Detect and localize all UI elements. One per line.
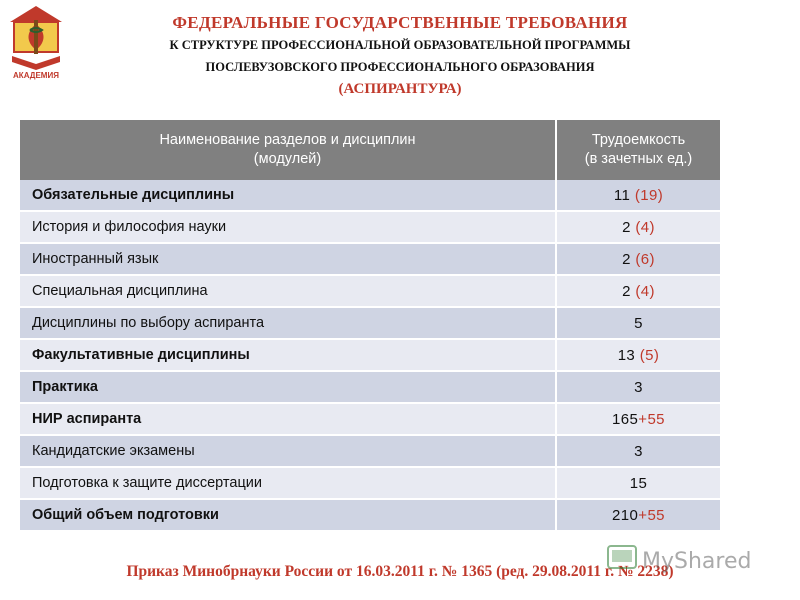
watermark-text: MyShared [642, 549, 752, 574]
credits-extra: +55 [638, 506, 665, 524]
credits-extra: (6) [630, 250, 655, 268]
credits-extra: (5) [635, 346, 660, 364]
credits-cell [556, 180, 720, 211]
table-row [20, 180, 720, 211]
discipline-name: Кандидатские экзамены [20, 435, 556, 467]
credits-value: 165 [612, 410, 639, 428]
column-header-credits-line2: (в зачетных ед.) [584, 151, 693, 167]
table-row [20, 307, 720, 339]
credits-extra: (4) [630, 282, 655, 300]
credits-cell [556, 243, 720, 275]
table-row [20, 371, 720, 403]
table-header-row [20, 120, 720, 180]
credits-cell [556, 275, 720, 307]
credits-extra: +55 [638, 410, 665, 428]
credits-cell [556, 307, 720, 339]
discipline-name: НИР аспиранта [20, 403, 556, 435]
footer-order-reference: Приказ Минобрнауки России от 16.03.2011 г. № 1365 (ред. 29.08.2011 г. № 2238) [126, 563, 674, 580]
title-line3: ПОСЛЕВУЗОВСКОГО ПРОФЕССИОНАЛЬНОГО ОБРАЗОВАНИЯ [205, 60, 595, 74]
credits-value: 210 [612, 506, 639, 524]
credits-value: 15 [629, 474, 648, 492]
credits-cell [556, 403, 720, 435]
credits-cell [556, 211, 720, 243]
credits-extra: (4) [630, 218, 655, 236]
credits-value: 3 [634, 378, 643, 396]
credits-extra: (19) [630, 186, 664, 204]
column-header-name-line2: (модулей) [253, 151, 322, 167]
credits-value: 13 [617, 346, 636, 364]
credits-value: 2 [622, 282, 631, 300]
table-row [20, 339, 720, 371]
discipline-name: Обязательные дисциплины [20, 180, 556, 211]
credits-value: 5 [634, 314, 643, 332]
table-row [20, 275, 720, 307]
credits-cell [556, 467, 720, 499]
logo-text: АКАДЕМИЯ [13, 71, 59, 80]
table-row [20, 243, 720, 275]
academy-logo [6, 4, 66, 80]
title-line2: К СТРУКТУРЕ ПРОФЕССИОНАЛЬНОЙ ОБРАЗОВАТЕЛЬНОЙ ПРОГРАММЫ [169, 38, 631, 52]
credits-value: 11 [613, 186, 631, 204]
table-row [20, 467, 720, 499]
discipline-name: Практика [20, 371, 556, 403]
credits-cell [556, 339, 720, 371]
credits-cell [556, 371, 720, 403]
table-row [20, 211, 720, 243]
discipline-name: Дисциплины по выбору аспиранта [20, 307, 556, 339]
discipline-name: Иностранный язык [20, 243, 556, 275]
requirements-table [20, 120, 720, 532]
column-header-name-line1: Наименование разделов и дисциплин [159, 132, 416, 148]
credits-value: 2 [622, 218, 631, 236]
column-header-name [20, 120, 556, 180]
discipline-name: Специальная дисциплина [20, 275, 556, 307]
table-row [20, 499, 720, 531]
credits-cell [556, 435, 720, 467]
title-line4: (АСПИРАНТУРА) [338, 81, 462, 97]
credits-value: 3 [634, 442, 643, 460]
watermark [606, 538, 776, 578]
discipline-name: Факультативные дисциплины [20, 339, 556, 371]
credits-cell [556, 499, 720, 531]
discipline-name: Подготовка к защите диссертации [20, 467, 556, 499]
column-header-credits-line1: Трудоемкость [591, 132, 686, 148]
table-row [20, 403, 720, 435]
discipline-name: История и философия науки [20, 211, 556, 243]
table-row [20, 435, 720, 467]
column-header-credits [556, 120, 720, 180]
title-main: ФЕДЕРАЛЬНЫЕ ГОСУДАРСТВЕННЫЕ ТРЕБОВАНИЯ [172, 13, 628, 32]
header [70, 12, 730, 99]
credits-value: 2 [622, 250, 631, 268]
discipline-name: Общий объем подготовки [20, 499, 556, 531]
